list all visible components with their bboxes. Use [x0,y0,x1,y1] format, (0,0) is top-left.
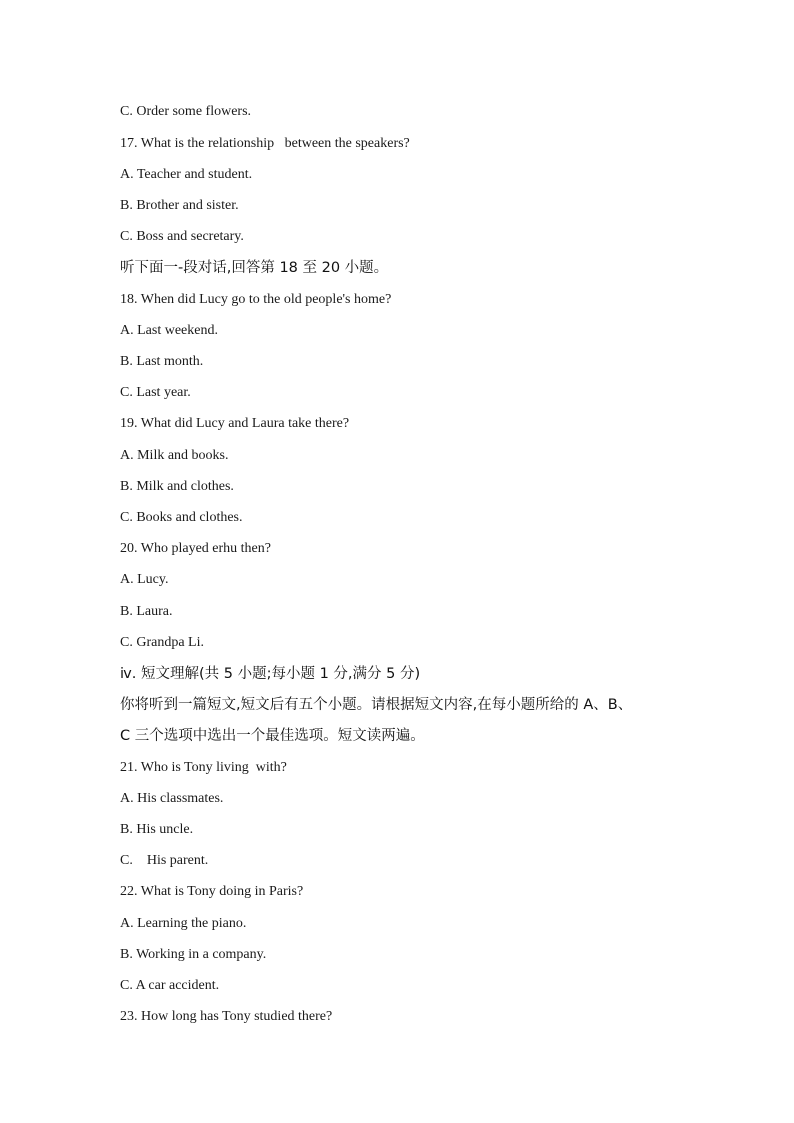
option-19b: B. Milk and clothes. [120,479,234,494]
option-20c: C. Grandpa Li. [120,635,204,650]
option-17a: A. Teacher and student. [120,167,253,182]
question-22: 22. What is Tony doing in Paris? [120,884,304,899]
option-20a: A. Lucy. [120,572,169,587]
option-21b: B. His uncle. [120,822,194,837]
option-21a: A. His classmates. [120,791,224,806]
question-21: 21. Who is Tony living with? [120,760,287,775]
question-18: 18. When did Lucy go to the old people's home? [120,292,392,307]
option-22a: A. Learning the piano. [120,916,247,931]
section-iv-instruction-1: 你将听到一篇短文,短文后有五个小题。请根据短文内容,在每小题所给的 A、B、 [120,697,633,713]
option-18a: A. Last weekend. [120,323,218,338]
dialogue-instruction: 听下面一-段对话,回答第 18 至 20 小题。 [120,260,389,276]
option-19a: A. Milk and books. [120,448,229,463]
question-17: 17. What is the relationship between the speakers? [120,136,410,151]
section-iv-heading: ⅳ. 短文理解(共 5 小题;每小题 1 分,满分 5 分) [120,666,421,682]
option-21c: C. His parent. [120,853,209,868]
option-19c: C. Books and clothes. [120,510,243,525]
option-18c: C. Last year. [120,385,191,400]
question-19: 19. What did Lucy and Laura take there? [120,416,350,431]
option-22b: B. Working in a company. [120,947,267,962]
option-17c: C. Boss and secretary. [120,229,244,244]
question-23: 23. How long has Tony studied there? [120,1009,333,1024]
question-20: 20. Who played erhu then? [120,541,271,556]
option-18b: B. Last month. [120,354,204,369]
option-20b: B. Laura. [120,604,173,619]
section-iv-instruction-2: C 三个选项中选出一个最佳选项。短文读两遍。 [120,728,425,744]
option-16c: C. Order some flowers. [120,104,252,119]
option-22c: C. A car accident. [120,978,220,993]
option-17b: B. Brother and sister. [120,198,239,213]
